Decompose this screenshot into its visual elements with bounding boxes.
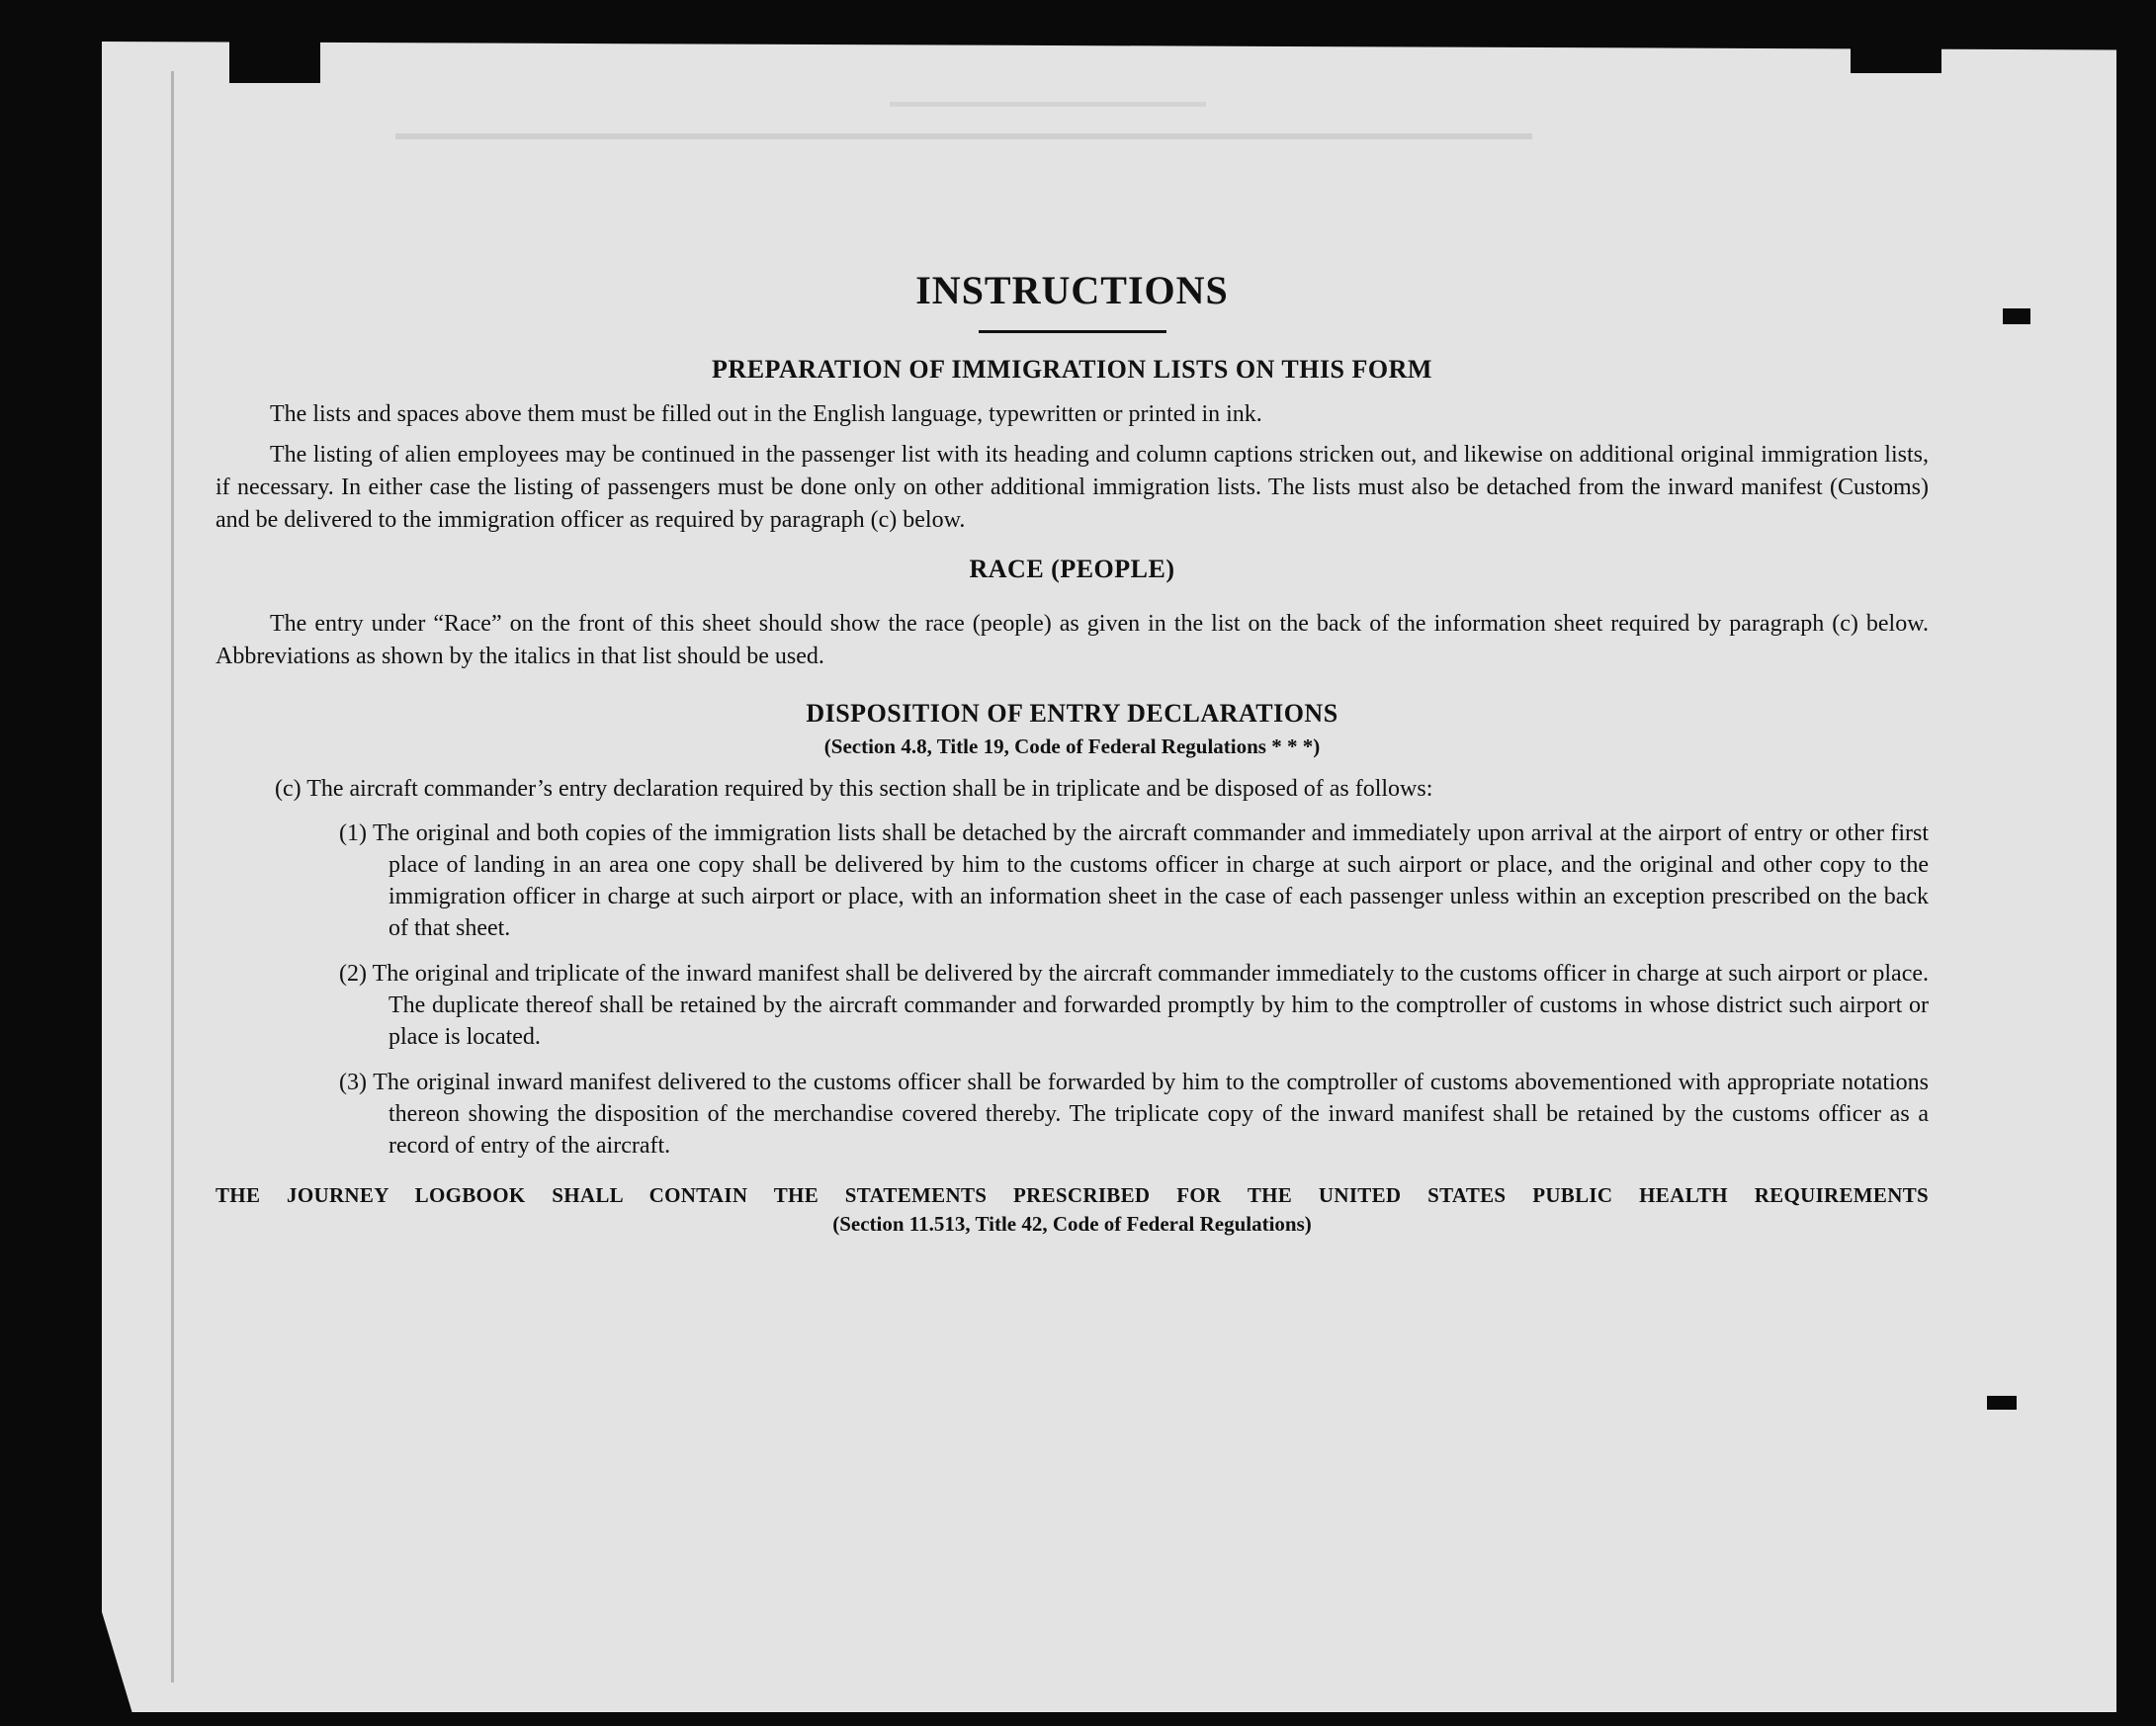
corner-tab-right: [1851, 47, 1941, 73]
preparation-heading: PREPARATION OF IMMIGRATION LISTS ON THIS FORM: [712, 355, 1432, 384]
logbook-statement: THE JOURNEY LOGBOOK SHALL CONTAIN THE STATEMENTS PRESCRIBED FOR THE UNITED STATES PUBLIC HEALTH REQUIREMENTS: [216, 1183, 1929, 1207]
logbook-citation: (Section 11.513, Title 42, Code of Federal Regulations): [832, 1212, 1312, 1236]
corner-tab-left: [229, 40, 320, 83]
disposition-citation: (Section 4.8, Title 19, Code of Federal Regulations * * *): [823, 734, 1321, 758]
document-title: INSTRUCTIONS: [915, 268, 1229, 312]
preparation-paragraph-1: The lists and spaces above them must be filled out in the English language, typewritten or printed in ink.: [270, 401, 1262, 427]
edge-mark-right-1: [2003, 308, 2030, 324]
bleed-through-texture: [395, 94, 1977, 173]
title-rule: [979, 330, 1166, 333]
disposition-item-2: (2) The original and triplicate of the inward manifest shall be delivered by the aircraft commander immediately to the customs officer in charge at such airport or place. The duplicate thereof shall be retained by the aircraft commander and forwarded promptly by him to the comptroller of customs in whose district such airport or place is located.: [339, 961, 1929, 1050]
instructions-document: [216, 267, 1929, 1237]
edge-mark-right-2: [1987, 1396, 2017, 1410]
disposition-item-1: (1) The original and both copies of the immigration lists shall be detached by the aircraft commander and immediately upon arrival at the airport of entry or other first place of landing in an area one copy shall be delivered by him to the customs officer in charge at such airport or place, and the original and other copy to the immigration officer in charge at such airport or place, with an information sheet in the case of each passenger unless within an exception prescribed on the back of that sheet.: [339, 820, 1929, 941]
disposition-intro: (c) The aircraft commander’s entry declaration required by this section shall be in triplicate and be disposed of as follows:: [275, 776, 1433, 802]
disposition-heading: DISPOSITION OF ENTRY DECLARATIONS: [806, 699, 1338, 728]
race-paragraph: The entry under “Race” on the front of this sheet should show the race (people) as given in the list on the back of the information sheet required by paragraph (c) below. Abbreviations as shown by the italics in that list should be used.: [216, 611, 1929, 669]
race-heading: RACE (PEOPLE): [969, 555, 1175, 583]
disposition-item-3: (3) The original inward manifest delivered to the customs officer shall be forwarded by him to the comptroller of customs abovementioned with appropriate notations thereon showing the disposition of the merchandise covered thereby. The triplicate copy of the inward manifest shall be retained by the customs officer as a record of entry of the aircraft.: [339, 1070, 1929, 1159]
preparation-paragraph-2: The listing of alien employees may be continued in the passenger list with its heading and column captions stricken out, and likewise on additional original immigration lists, if necessary. In either case the listing of passengers must be done only on other additional immigration lists. The lists must also be detached from the inward manifest (Customs) and be delivered to the immigration officer as required by paragraph (c) below.: [216, 442, 1929, 533]
page-crease: [171, 71, 174, 1683]
